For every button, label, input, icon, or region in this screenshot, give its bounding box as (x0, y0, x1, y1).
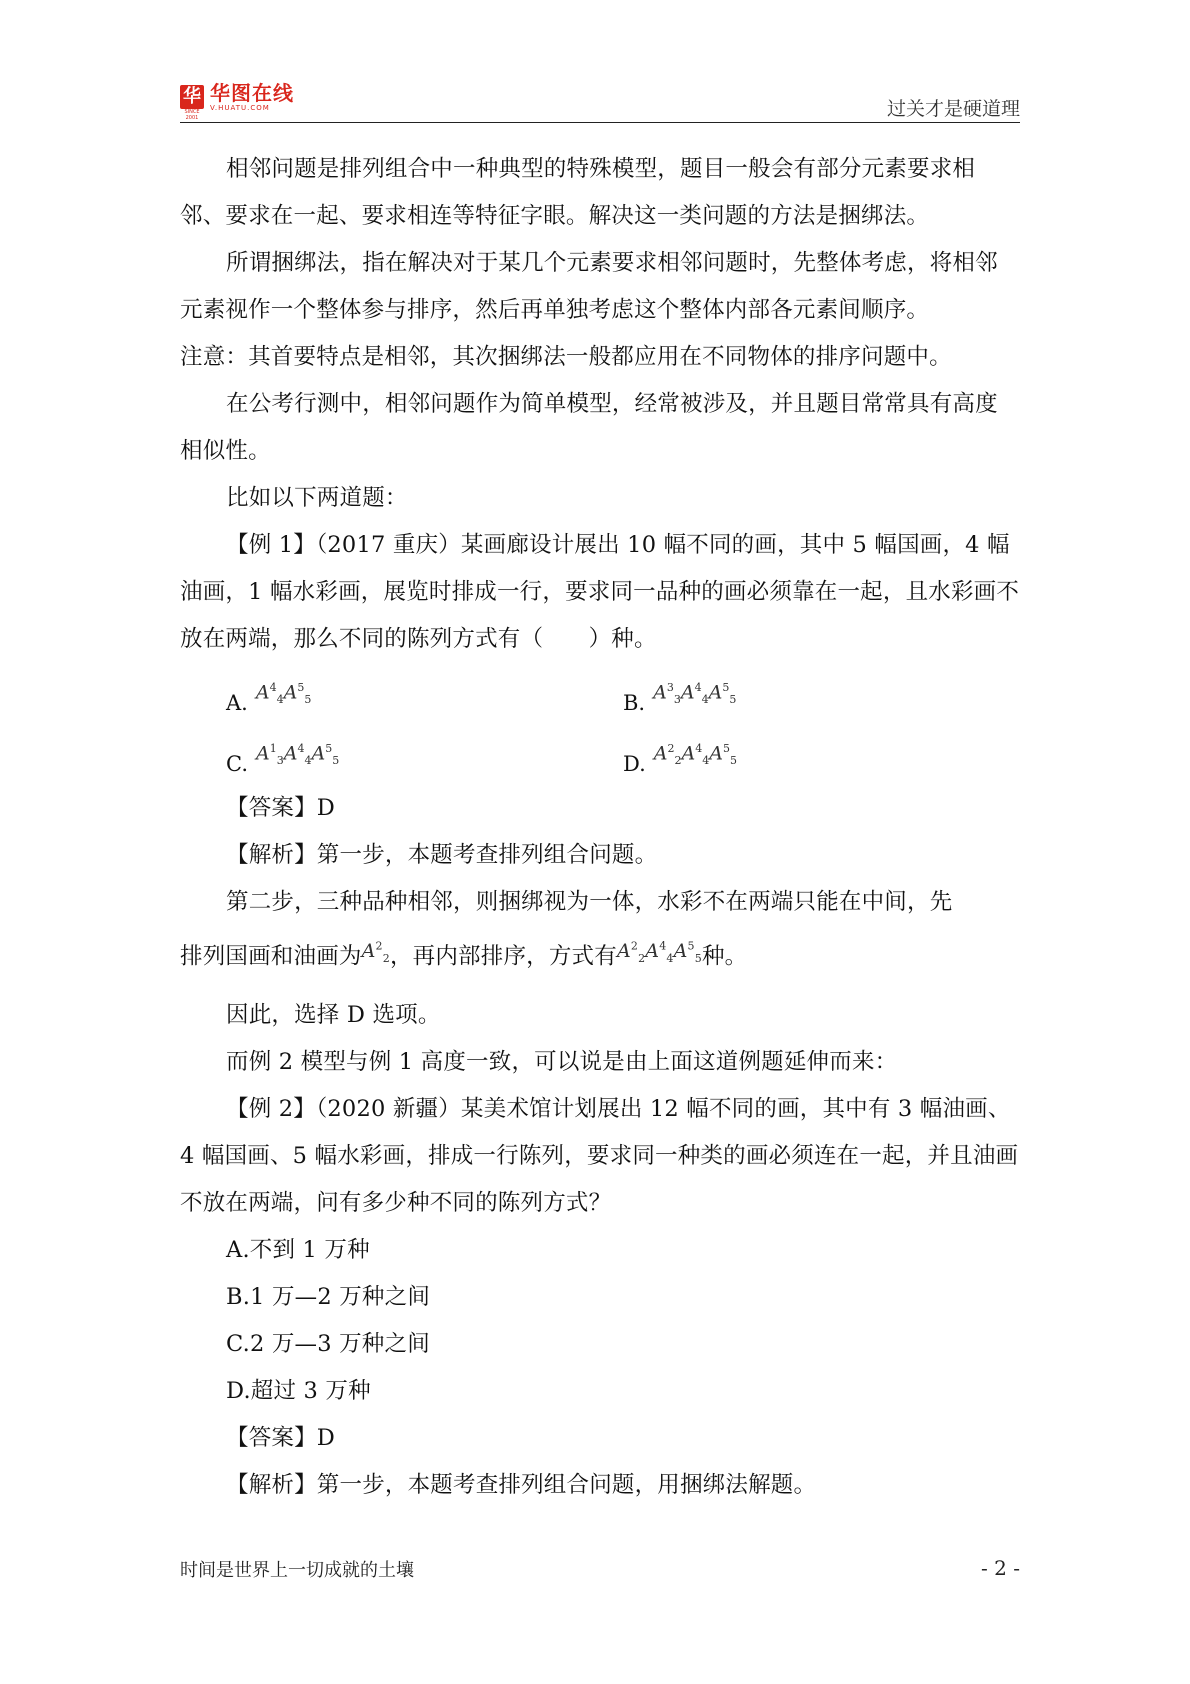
paragraph-lead: 比如以下两道题： (226, 485, 408, 511)
option-a (226, 680, 623, 715)
option-b (623, 680, 1020, 715)
example-1-analysis-step-2: 第二步，三种品种相邻，则捆绑视为一体，水彩不在两端只能在中间，先 (226, 889, 953, 915)
example-1-conclusion: 因此，选择 D 选项。 (226, 1002, 441, 1029)
inline-formula-total: A22A44A55 (616, 940, 702, 966)
inline-formula-a22: A22 (361, 940, 390, 966)
header-motto: 过关才是硬道理 (886, 98, 1020, 120)
option-d-formula: $A^2_2A^4_4A^5_5$ (653, 741, 737, 768)
option-b-formula: $A^3_3A^4_4A^5_5$ (653, 680, 737, 707)
example-2-option-c: C.2 万—3 万种之间 (226, 1331, 430, 1358)
huatu-logo (180, 81, 294, 121)
option-d (623, 741, 1020, 776)
paragraph-bridge: 而例 2 模型与例 1 高度一致，可以说是由上面这道例题延伸而来： (226, 1049, 898, 1076)
example-2-answer: 【答案】D (226, 1425, 336, 1452)
example-1-question: 【例 1】（2017 重庆）某画廊设计展出 10 幅不同的画，其中 5 幅国画，4 幅油画，1 幅水彩画，展览时排成一行，要求同一品种的画必须靠在一起，且水彩画不放在两端，那么不同的陈列方式有（ ）种。 (180, 532, 1020, 652)
logo-mark-char: 华 (183, 86, 201, 107)
logo-mark-icon (180, 85, 204, 121)
page-number: - 2 - (981, 1556, 1020, 1580)
example-1-answer: 【答案】D (226, 795, 336, 821)
footer-slogan: 时间是世界上一切成就的土壤 (180, 1560, 414, 1581)
example-2-option-d: D.超过 3 万种 (226, 1378, 371, 1405)
example-2-option-b: B.1 万—2 万种之间 (226, 1284, 431, 1311)
example-1-analysis-step-1: 【解析】第一步，本题考查排列组合问题。 (226, 842, 658, 868)
analysis-text-pre: 排列国画和油画为 (180, 943, 362, 970)
option-c-formula: $A^1_3A^4_4A^5_5$ (256, 741, 340, 768)
example-2-option-a: A.不到 1 万种 (226, 1237, 370, 1264)
analysis-text-mid: ，再内部排序，方式有 (389, 943, 617, 970)
header-divider (180, 122, 1020, 123)
paragraph-intro: 相邻问题是排列组合中一种典型的特殊模型，题目一般会有部分元素要求相邻、要求在一起、要求相连等特征字眼。解决这一类问题的方法是捆绑法。 (180, 156, 976, 229)
option-d-label: D. (623, 751, 646, 776)
example-2-analysis-step-1: 【解析】第一步，本题考查排列组合问题，用捆绑法解题。 (226, 1472, 817, 1499)
page-content (180, 146, 1020, 1509)
paragraph-context: 在公考行测中，相邻问题作为简单模型，经常被涉及，并且题目常常具有高度相似性。 (180, 391, 998, 464)
example-2-question: 【例 2】（2020 新疆）某美术馆计划展出 12 幅不同的画，其中有 3 幅油画、4 幅国画、5 幅水彩画，排成一行陈列，要求同一种类的画必须连在一起，并且油画不放在两端，问有多少种不同的陈列方式？ (180, 1096, 1019, 1217)
option-c (226, 741, 623, 776)
option-a-label: A. (226, 690, 248, 715)
example-1-analysis-step-2-cont (180, 926, 1020, 992)
analysis-text-post: 种。 (701, 943, 748, 970)
logo-name: 华图在线 (210, 81, 294, 105)
option-b-label: B. (623, 690, 646, 715)
logo-since: SINCE 2001 (184, 109, 200, 121)
paragraph-definition: 所谓捆绑法，指在解决对于某几个元素要求相邻问题时，先整体考虑，将相邻元素视作一个整体参与排序，然后再单独考虑这个整体内部各元素间顺序。 (180, 250, 998, 323)
page-header (180, 82, 1020, 122)
option-a-formula: $A^4_4A^5_5$ (255, 680, 312, 707)
logo-url: V.HUATU.COM (210, 104, 270, 112)
example-1-options-row-2 (180, 724, 1020, 785)
option-c-label: C. (226, 751, 248, 776)
paragraph-note: 注意：其首要特点是相邻，其次捆绑法一般都应用在不同物体的排序问题中。 (180, 344, 952, 370)
example-1-options-row-1 (180, 663, 1020, 724)
